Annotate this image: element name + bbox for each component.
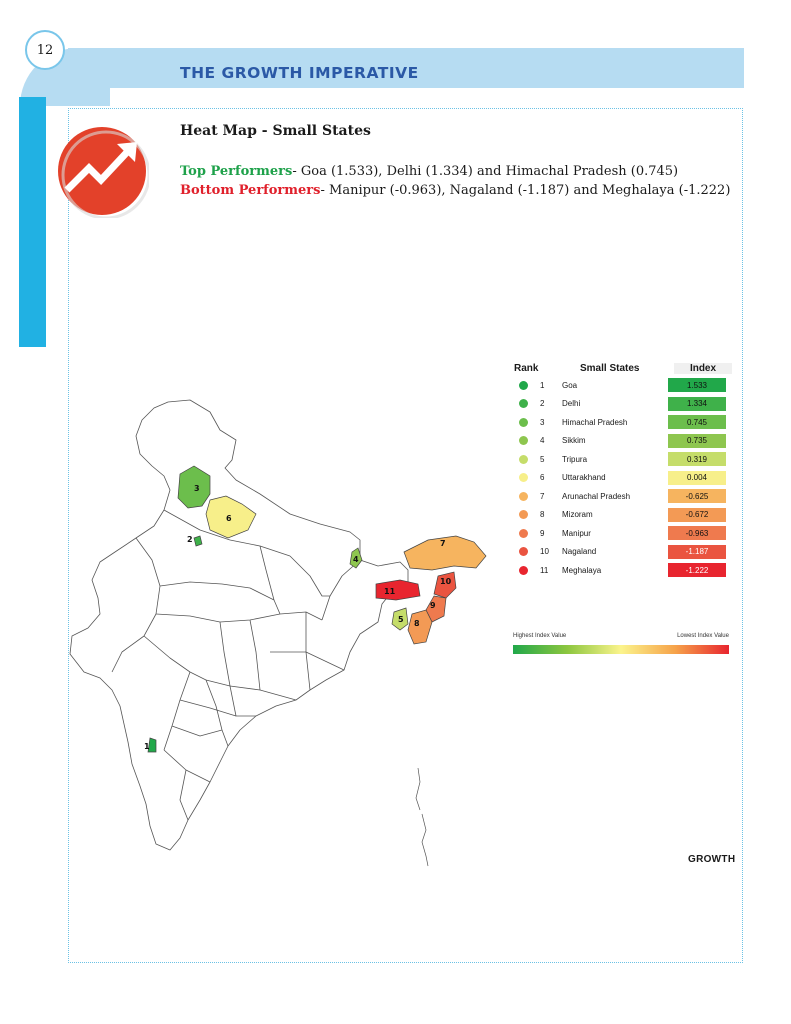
page-number: 12 [36, 42, 54, 58]
legend-state-name: Mizoram [562, 510, 593, 520]
legend-rank: 11 [540, 565, 549, 575]
legend-index-value: 1.334 [668, 397, 726, 411]
legend-rank: 4 [540, 436, 545, 446]
map-label-1: 1 [144, 742, 150, 751]
header-title: THE GROWTH IMPERATIVE [180, 64, 419, 82]
legend-color-dot [519, 455, 528, 464]
side-accent-bar [19, 97, 46, 347]
legend-index-value: 0.004 [668, 471, 726, 485]
legend-row [510, 487, 740, 506]
legend-color-dot [519, 381, 528, 390]
top-performers-text: - Goa (1.533), Delhi (1.334) and Himachal Pradesh (0.745) [292, 164, 679, 179]
legend-index-value: -0.963 [668, 526, 726, 540]
legend-color-dot [519, 566, 528, 575]
map-label-3: 3 [194, 484, 200, 493]
map-region-meghalaya [376, 580, 420, 600]
section-heading: Heat Map - Small States [180, 123, 371, 139]
india-outline [70, 400, 408, 850]
legend-state-name: Himachal Pradesh [562, 417, 628, 427]
bottom-performers-text: - Manipur (-0.963), Nagaland (-1.187) and Meghalaya (-1.222) [320, 183, 731, 198]
legend-color-dot [519, 510, 528, 519]
legend-rank: 6 [540, 473, 545, 483]
legend-row [510, 413, 740, 432]
legend-row [510, 376, 740, 395]
legend-color-dot [519, 492, 528, 501]
legend-row [510, 543, 740, 562]
map-label-11: 11 [384, 587, 396, 596]
top-performers-line [180, 164, 678, 179]
legend-color-dot [519, 547, 528, 556]
bottom-performers-label: Bottom Performers [180, 183, 321, 198]
india-heat-map [60, 390, 500, 880]
page-number-badge [25, 30, 65, 70]
legend-state-name: Uttarakhand [562, 473, 606, 483]
legend-rank: 10 [540, 547, 549, 557]
legend-index-value: -1.222 [668, 563, 726, 577]
legend-rank: 8 [540, 510, 545, 520]
legend-index-value: 0.745 [668, 415, 726, 429]
map-label-7: 7 [440, 539, 446, 548]
legend-index-value: -0.625 [668, 489, 726, 503]
legend-header [510, 360, 740, 376]
legend-state-name: Manipur [562, 528, 591, 538]
legend-rank: 2 [540, 399, 545, 409]
growth-trend-arrow-icon [55, 124, 149, 218]
legend-state-name: Arunachal Pradesh [562, 491, 631, 501]
legend-index-value: 0.319 [668, 452, 726, 466]
legend-rank: 1 [540, 380, 545, 390]
legend-index-value: -1.187 [668, 545, 726, 559]
legend-state-name: Tripura [562, 454, 588, 464]
legend-rank: 5 [540, 454, 545, 464]
gradient-scale-bar [513, 645, 729, 654]
footer-growth-tag: GROWTH [688, 854, 736, 865]
map-region-mizoram [408, 610, 432, 644]
map-label-4: 4 [353, 555, 359, 564]
legend-row [510, 450, 740, 469]
legend-header-rank: Rank [514, 362, 539, 374]
map-label-2: 2 [187, 535, 193, 544]
map-label-5: 5 [398, 615, 404, 624]
legend-color-dot [519, 399, 528, 408]
legend-rank: 7 [540, 491, 545, 501]
legend-color-dot [519, 473, 528, 482]
map-label-9: 9 [430, 601, 436, 610]
legend-header-index: Index [674, 363, 732, 374]
legend-rank: 9 [540, 528, 545, 538]
legend-row [510, 395, 740, 414]
legend-row [510, 469, 740, 488]
legend-rank: 3 [540, 417, 545, 427]
gradient-high-label: Lowest Index Value [677, 633, 729, 639]
bottom-performers-line [180, 183, 730, 198]
legend-row [510, 524, 740, 543]
gradient-labels [513, 633, 729, 639]
top-performers-label: Top Performers [180, 164, 293, 179]
map-label-8: 8 [414, 619, 420, 628]
legend-state-name: Sikkim [562, 436, 586, 446]
legend-header-state: Small States [580, 362, 640, 374]
legend-index-value: 1.533 [668, 378, 726, 392]
legend-color-dot [519, 529, 528, 538]
map-label-10: 10 [440, 577, 452, 586]
legend-index-value: 0.735 [668, 434, 726, 448]
legend-color-dot [519, 436, 528, 445]
legend-state-name: Delhi [562, 399, 581, 409]
legend-row [510, 506, 740, 525]
legend-state-name: Meghalaya [562, 565, 602, 575]
gradient-low-label: Highest Index Value [513, 633, 567, 639]
legend-index-value: -0.672 [668, 508, 726, 522]
legend-table [510, 360, 740, 580]
legend-row [510, 432, 740, 451]
legend-state-name: Nagaland [562, 547, 597, 557]
legend-state-name: Goa [562, 380, 578, 390]
map-label-6: 6 [226, 514, 232, 523]
legend-row [510, 561, 740, 580]
legend-color-dot [519, 418, 528, 427]
